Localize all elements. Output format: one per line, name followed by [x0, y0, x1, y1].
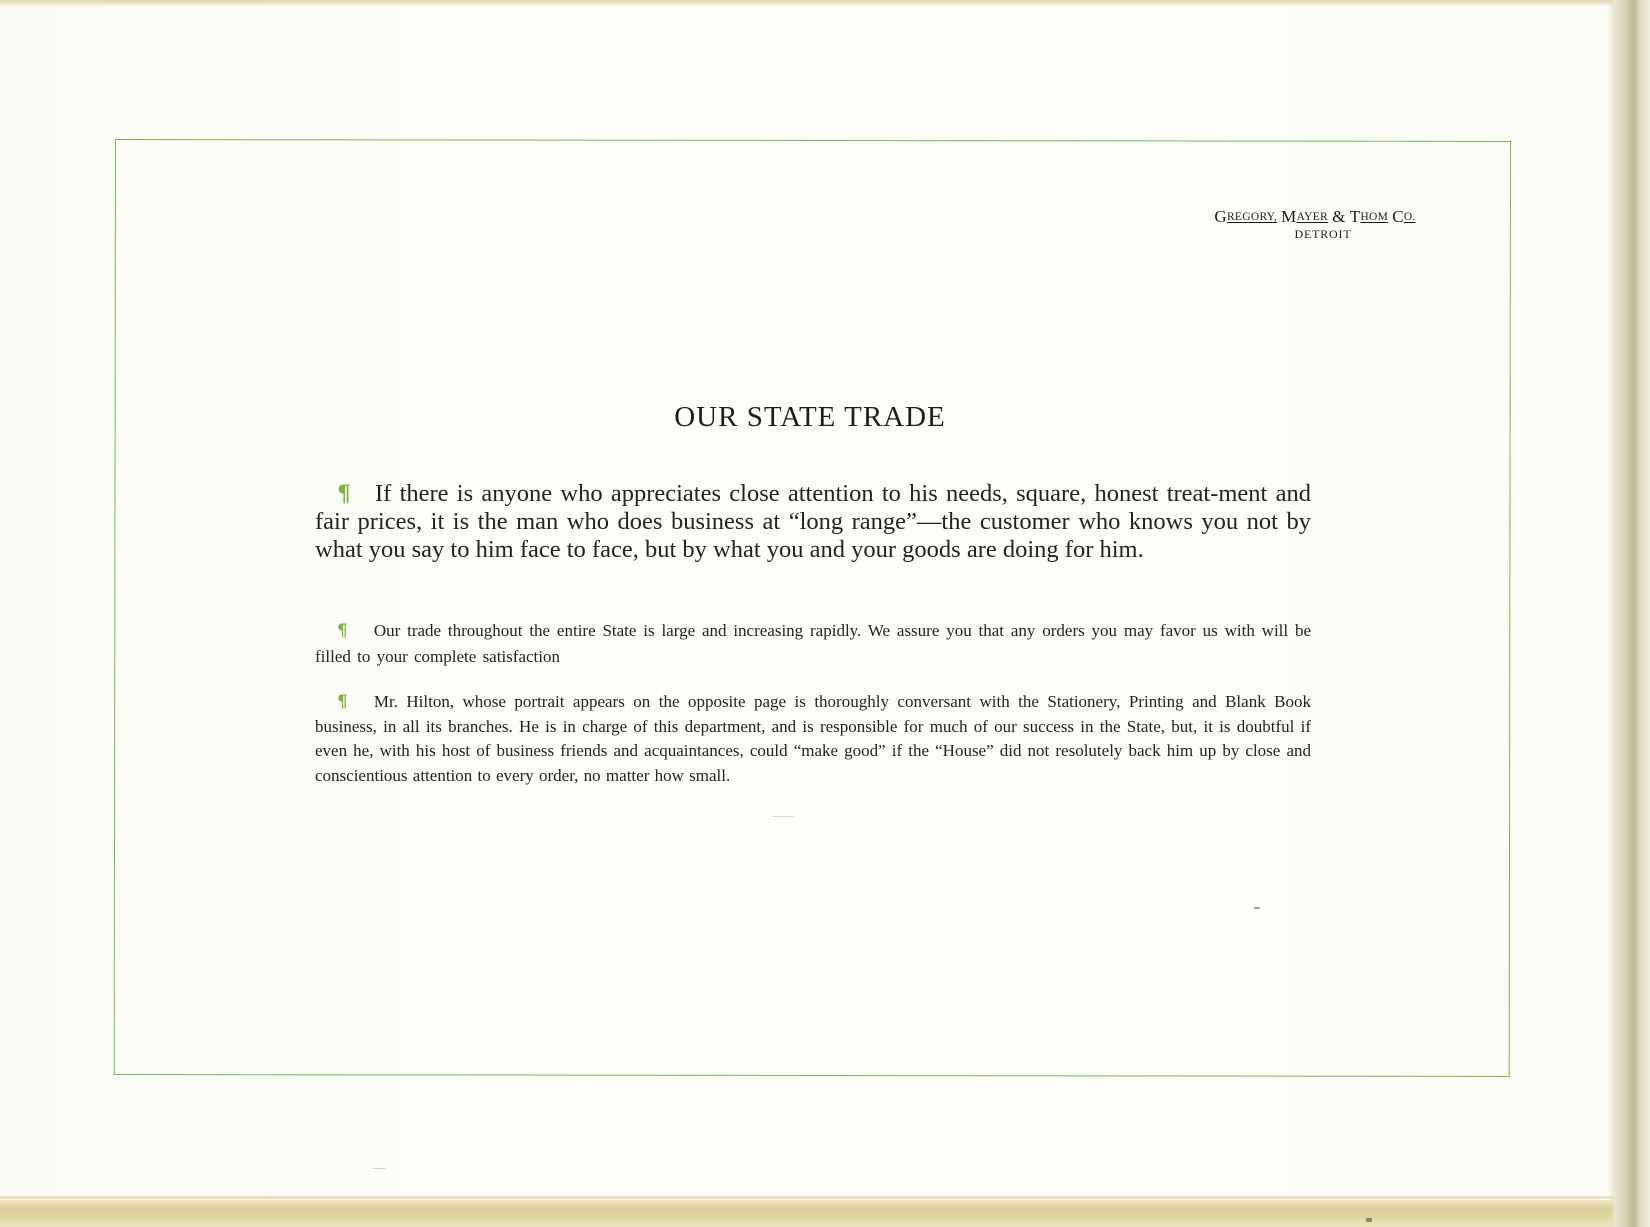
- pilcrow-icon: ¶: [337, 481, 351, 507]
- paper-speck: [1254, 907, 1260, 909]
- firm-name-part: HOM: [1360, 211, 1389, 223]
- paragraph-text: Our trade throughout the entire State is large and increasing rapidly. We assure you that any orders you may favor us with will be filled to your complete satisfaction: [315, 621, 1311, 666]
- paragraph-text: If there is anyone who appreciates close attention to his needs, square, honest treat-ment and fair prices, it is the man who does business at “long range”—the customer who knows you not by what you say to him face to face, but by what you and your goods are doing for him.: [315, 480, 1311, 563]
- firm-name-ampersand: &: [1332, 207, 1346, 226]
- paragraph-intro: [315, 480, 1311, 564]
- paragraph-hilton: [315, 690, 1311, 788]
- firm-name-initial: M: [1281, 207, 1297, 226]
- paper-bottom-edge: [0, 1200, 1650, 1227]
- paper-right-edge: [1614, 0, 1650, 1227]
- firm-name-initial: T: [1349, 207, 1361, 226]
- green-rule-frame: [114, 139, 1511, 1077]
- pilcrow-icon: ¶: [337, 621, 348, 641]
- paragraph-trade: [315, 618, 1311, 669]
- paper-bottom-crease: [0, 1196, 1650, 1199]
- paper-speck: [372, 1168, 386, 1169]
- firm-name-initial: C: [1392, 207, 1404, 226]
- firm-name-initial: G: [1214, 207, 1227, 226]
- paper-top-edge: [0, 0, 1650, 7]
- paper-speck: [1366, 1218, 1372, 1222]
- firm-name-part: REGORY,: [1226, 211, 1278, 223]
- firm-name-part: AYER: [1296, 211, 1329, 223]
- page-title: OUR STATE TRADE: [674, 401, 946, 433]
- pilcrow-icon: ¶: [337, 692, 348, 712]
- paper-speck: [772, 816, 794, 817]
- letterhead: [1150, 208, 1480, 241]
- firm-name: [1150, 208, 1480, 227]
- firm-name-part: O.: [1403, 211, 1416, 223]
- firm-city: DETROIT: [1294, 227, 1352, 241]
- paragraph-text: Mr. Hilton, whose portrait appears on the opposite page is thoroughly conversant with the Stationery, Printing and Blank Book business, in all its branches. He is in charge of this department, and is responsible for much of our success in the State, but, it is doubtful if even he, with his host of business friends and acquaintances, could “make good” if the “House” did not resolutely back him up by close and conscientious attention to every order, no matter how small.: [315, 692, 1311, 785]
